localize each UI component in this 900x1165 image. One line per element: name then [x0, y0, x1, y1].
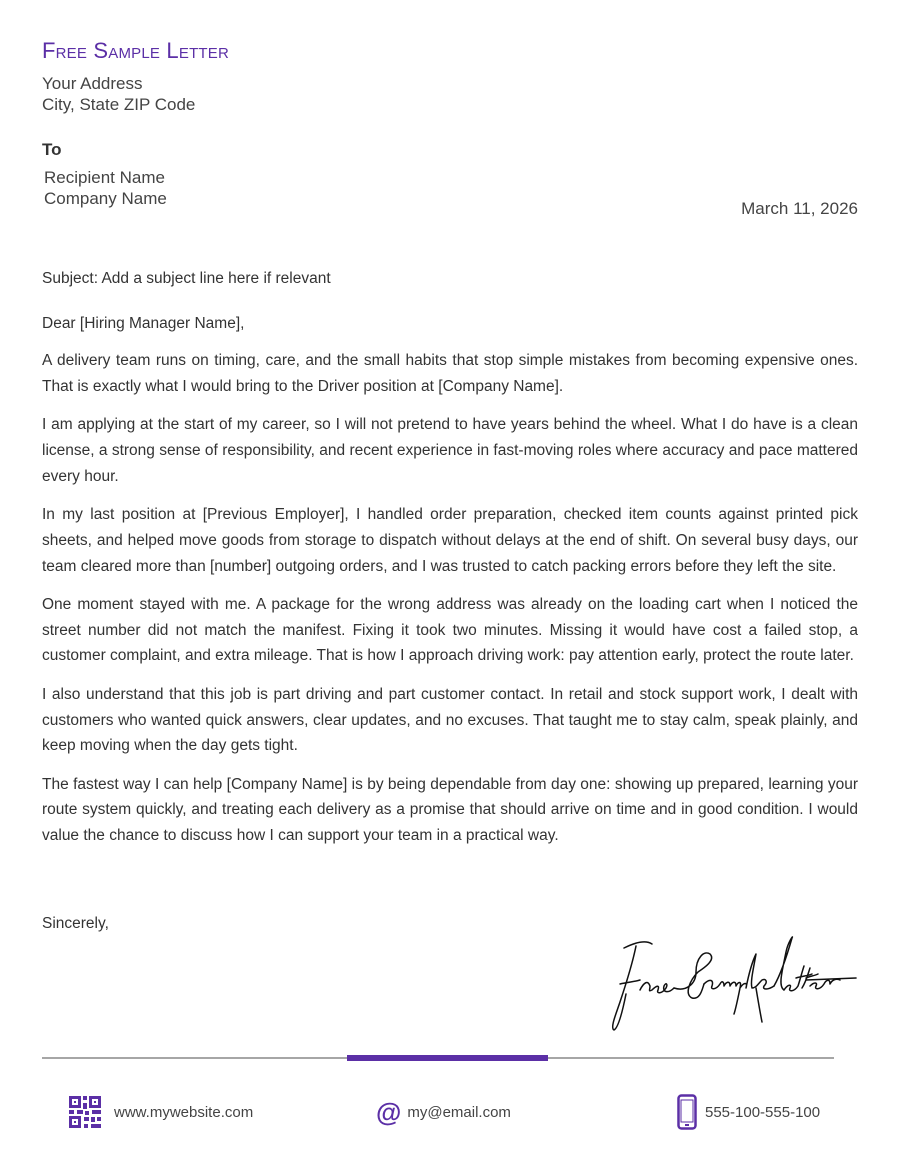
signature [606, 932, 858, 1034]
sender-address [42, 73, 195, 115]
email-text[interactable]: my@email.com [407, 1103, 511, 1121]
body-paragraph: The fastest way I can help [Company Name] is by being dependable from day one: showing up prepared, learning your route system quickly, and treating each delivery as a promise that should arrive on time and in good condition. I would value the chance to discuss how I can support your team in a practical way. [42, 775, 858, 845]
salutation: Dear [Hiring Manager Name], [42, 315, 245, 332]
body-paragraph: A delivery team runs on timing, care, and the small habits that stop simple mistakes from becoming expensive ones. That is exactly what I would bring to the Driver position at [Company Name]. [42, 352, 858, 395]
sender-address-line1: Your Address [42, 74, 143, 93]
recipient-company: Company Name [44, 189, 167, 208]
footer-website [68, 1094, 253, 1130]
phone-text[interactable]: 555-100-555-100 [705, 1103, 821, 1121]
footer-divider-accent [347, 1055, 548, 1061]
closing: Sincerely, [42, 915, 109, 932]
at-sign-icon: @ [376, 1097, 402, 1127]
body-paragraph: I also understand that this job is part driving and part customer contact. In retail and stock support work, I dealt with customers who wanted quick answers, clear updates, and no excuses. That taught me to stay calm, speak plainly, and keep moving when the day gets tight. [42, 685, 858, 755]
sender-address-line2: City, State ZIP Code [42, 95, 196, 114]
recipient-label: To [42, 140, 62, 159]
recipient-block [44, 167, 167, 209]
letter-body [42, 348, 858, 862]
mobile-phone-icon [677, 1094, 697, 1130]
letter-title: Free Sample Letter [42, 38, 230, 63]
subject-line: Subject: Add a subject line here if relevant [42, 270, 331, 287]
body-paragraph: I am applying at the start of my career, so I will not pretend to have years behind the wheel. What I do have is a clean license, a strong sense of responsibility, and recent experience in fast-moving roles where accuracy and pace mattered every hour. [42, 416, 858, 485]
footer-email [376, 1094, 511, 1130]
letter-date: March 11, 2026 [741, 199, 858, 218]
website-text[interactable]: www.mywebsite.com [114, 1103, 254, 1121]
recipient-name: Recipient Name [44, 168, 165, 187]
qr-code-icon [68, 1095, 102, 1129]
footer-phone [677, 1094, 820, 1130]
body-paragraph: One moment stayed with me. A package for the wrong address was already on the loading cart when I noticed the street number did not match the manifest. Fixing it took two minutes. Missing it would have cost a failed stop, a customer complaint, and extra mileage. That is how I approach driving work: pay attention early, protect the route later. [42, 595, 858, 665]
body-paragraph: In my last position at [Previous Employer], I handled order preparation, checked item counts against printed pick sheets, and helped move goods from storage to dispatch without delays at the end of shift. On several busy days, our team cleared more than [number] outgoing orders, and I was trusted to catch packing errors before they left the site. [42, 505, 858, 575]
